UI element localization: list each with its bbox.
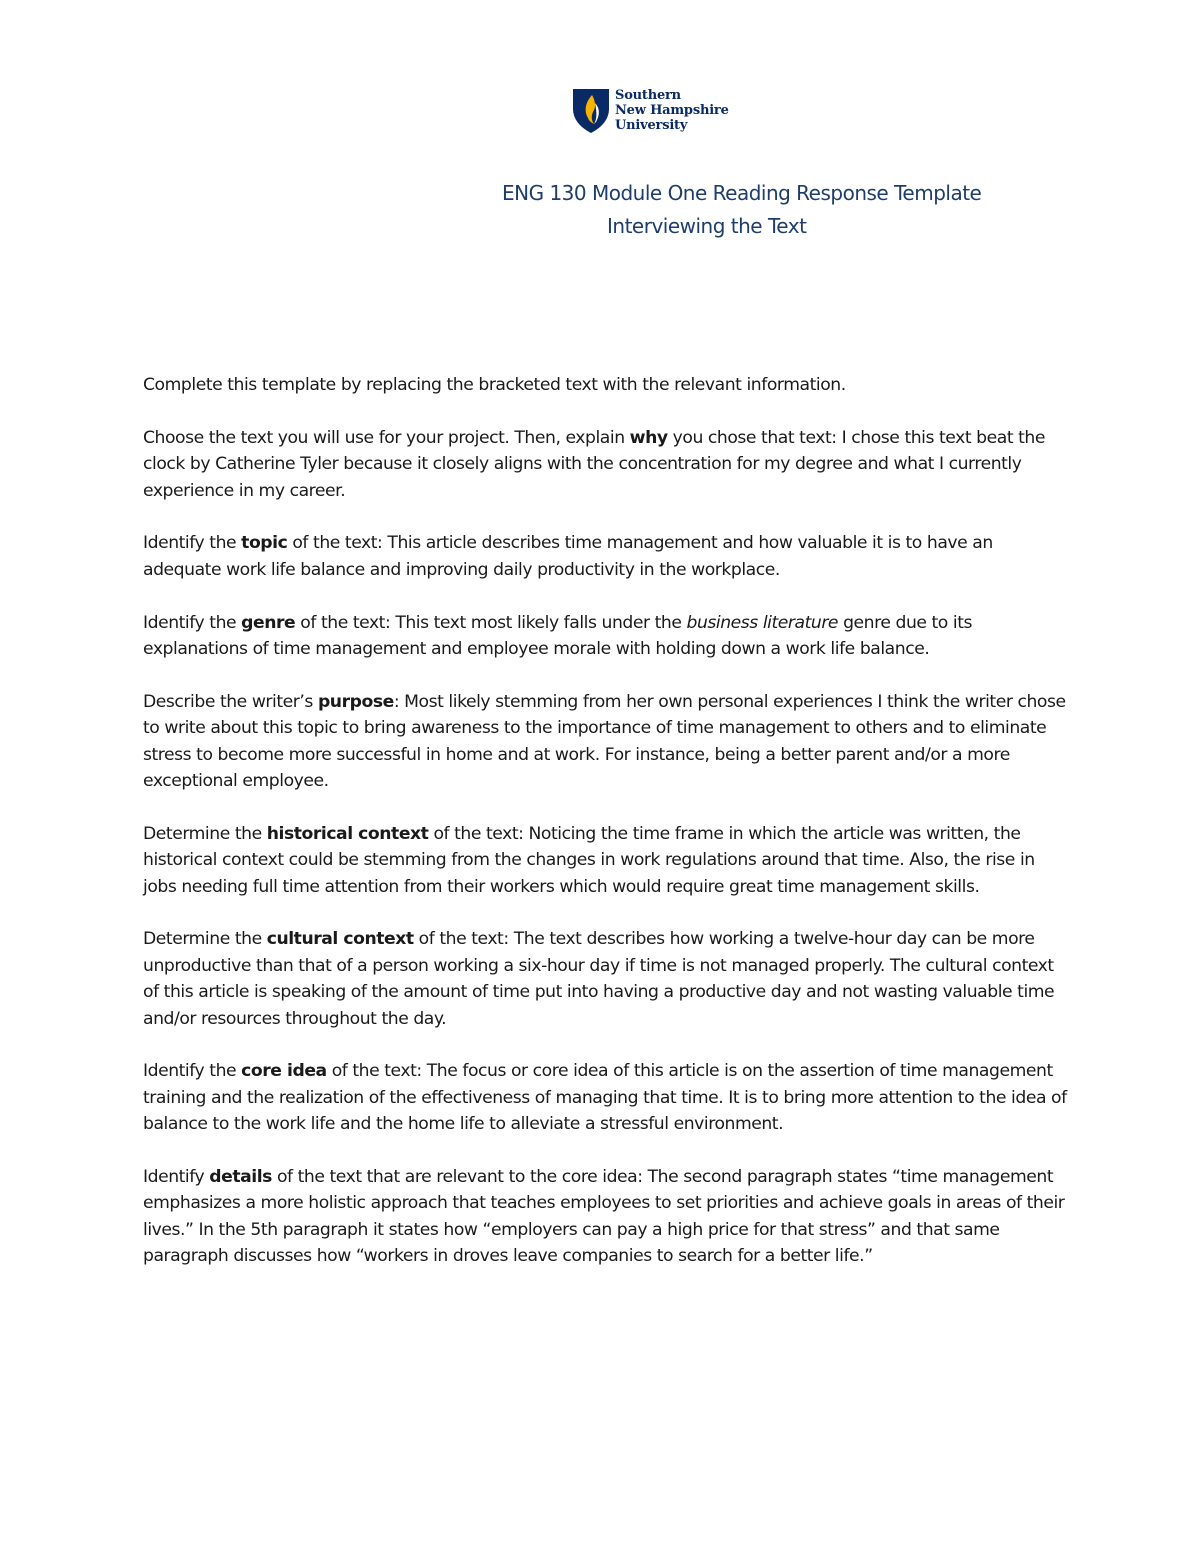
- prompt-keyword: purpose: [317, 691, 394, 712]
- logo-line-2: New Hampshire: [615, 103, 729, 118]
- answer-italic: business literature: [686, 612, 839, 633]
- prompt-keyword: genre: [241, 612, 296, 633]
- intro-paragraph: Complete this template by replacing the bracketed text with the relevant information.: [143, 375, 846, 395]
- prompt-text: of the text:: [295, 612, 396, 633]
- prompt-text: Choose the text you will use for your project. Then, explain: [143, 427, 630, 448]
- section-historical-context: [143, 821, 1073, 900]
- section-core-idea: [143, 1058, 1073, 1137]
- prompt-keyword: core idea: [241, 1061, 327, 1082]
- answer-text: This article describes time management and how valuable it is to have an adequate work life balance and improving daily productivity in the workplace.: [143, 533, 993, 580]
- prompt-text: :: [393, 691, 405, 712]
- prompt-text: of the text:: [413, 929, 514, 950]
- prompt-keyword: topic: [241, 533, 288, 554]
- prompt-text: Identify: [143, 1167, 210, 1188]
- prompt-keyword: cultural context: [266, 929, 414, 950]
- answer-text: The second paragraph states “time management emphasizes a more holistic approach that teaches employees to set priorities and achieve goals in areas of their lives.” In the 5th paragraph it states how “employers can pay a high price for that stress” and that same paragraph discusses how “workers in droves leave companies to search for a better life.”: [143, 1167, 1065, 1267]
- logo-line-3: University: [615, 118, 688, 133]
- prompt-text: of the text:: [428, 823, 529, 844]
- answer-text: This text most likely falls under the: [395, 612, 687, 633]
- university-name: [615, 88, 729, 133]
- section-cultural-context: [143, 926, 1073, 1032]
- section-details: [143, 1164, 1073, 1270]
- title-line-1: ENG 130 Module One Reading Response Template: [502, 181, 982, 205]
- answer-text: genre due to its explanations of time management and employee morale with holding down a work life balance.: [143, 612, 973, 660]
- title-line-2: Interviewing the Text: [607, 214, 807, 238]
- prompt-text: of the text that are relevant to the core idea:: [271, 1167, 648, 1188]
- logo-line-1: Southern: [615, 88, 681, 103]
- section-genre: [143, 610, 1073, 663]
- prompt-text: Identify the: [143, 1061, 242, 1082]
- section-purpose: [143, 689, 1073, 795]
- answer-text: The focus or core idea of this article is on the assertion of time management training and the realization of the effectiveness of managing that time. It is to bring more attention to the idea of balance to the work life and the home life to alleviate a stressful environment.: [143, 1061, 1067, 1135]
- university-logo: [571, 87, 741, 137]
- prompt-text: of the text:: [326, 1061, 427, 1082]
- answer-text: Most likely stemming from her own personal experiences I think the writer chose to write about this topic to bring awareness to the importance of time management to others and to eliminate stress to become more successful in home and at work. For instance, being a better parent and/or a more exceptional employee.: [143, 691, 1066, 792]
- prompt-keyword: historical context: [266, 823, 429, 844]
- prompt-keyword: details: [209, 1167, 272, 1188]
- prompt-text: Determine the: [143, 823, 267, 844]
- prompt-text: Identify the: [143, 533, 242, 554]
- prompt-text: Determine the: [143, 929, 267, 950]
- prompt-keyword: why: [629, 427, 668, 448]
- section-topic: [143, 530, 1073, 583]
- prompt-text: Identify the: [143, 612, 242, 633]
- document-body: [143, 372, 1073, 1296]
- prompt-text: Describe the writer’s: [143, 691, 318, 712]
- shield-flame-icon: [571, 87, 611, 135]
- prompt-text: you chose that text:: [667, 427, 842, 448]
- answer-text: I chose this text beat the clock by Catherine Tyler because it closely aligns with the concentration for my degree and what I currently experience in my career.: [143, 427, 1045, 501]
- section-why: [143, 425, 1073, 504]
- answer-text: Noticing the time frame in which the article was written, the historical context could be stemming from the changes in work regulations around that time. Also, the rise in jobs needing full time attention from their workers which would require great time management skills.: [143, 823, 1035, 897]
- answer-text: The text describes how working a twelve-hour day can be more unproductive than that of a person working a six-hour day if time is not managed properly. The cultural context of this article is speaking of the amount of time put into having a productive day and not wasting valuable time and/or resources throughout the day.: [143, 929, 1055, 1029]
- prompt-text: of the text:: [287, 533, 388, 554]
